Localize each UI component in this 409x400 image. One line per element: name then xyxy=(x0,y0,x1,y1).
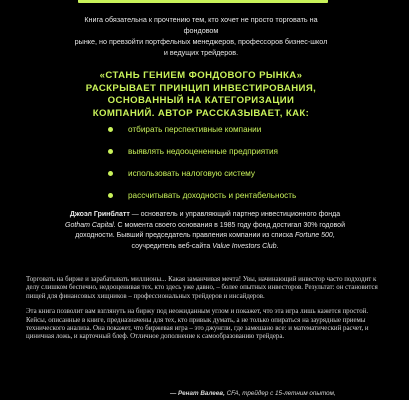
review-paragraph: Торговать на бирже и зарабатывать миллионы... Какая заманчивая мечта! Увы, начинающий инвестор часто подходит к делу слишком беспечно, недооценивая тех, кто здесь уже давно, – более опытных инвесторов. Результат: он становится пищей для финансовых хищников – профессиональных трейдеров и инсайдеров. xyxy=(26,276,378,300)
review-signature xyxy=(170,390,409,397)
headline-line: РАСКРЫВАЕТ ПРИНЦИП ИНВЕСТИРОВАНИЯ, xyxy=(85,82,317,94)
bullet-dot-icon xyxy=(108,171,113,176)
list-item-label: выявлять недооцененные предприятия xyxy=(128,147,278,156)
author-name: Джоэл Гринблатт xyxy=(69,211,130,218)
reviewer-name: — Ренат Валеев, xyxy=(170,390,225,397)
list-item xyxy=(108,190,368,212)
list-item xyxy=(108,168,368,190)
headline-line: ОСНОВАННЫЙ НА КАТЕГОРИЗАЦИИ xyxy=(107,95,295,106)
headline xyxy=(66,70,336,120)
bullet-dot-icon xyxy=(108,149,113,154)
headline-line: «СТАНЬ ГЕНИЕМ ФОНДОВОГО РЫНКА» xyxy=(99,70,303,81)
author-text: . С момента своего основания в 1985 году фонд достигал 30% годовой xyxy=(113,221,345,229)
intro-text xyxy=(66,14,336,58)
author-text: соучредитель веб-сайта xyxy=(131,242,213,250)
benefits-list xyxy=(108,124,368,212)
list-item-label: рассчитывать доходность и рентабельность xyxy=(128,191,297,200)
accent-bar xyxy=(78,0,328,3)
intro-line: Книга обязательна к прочтению тем, кто хочет не просто торговать на фондовом xyxy=(84,15,318,35)
intro-line: рынке, но превзойти портфельных менеджеров, профессоров бизнес-школ xyxy=(74,37,328,46)
list-name: Fortune 500 xyxy=(295,232,333,240)
reviewer-role: CFA, трейдер с 15-летним опытом, xyxy=(224,390,336,397)
review-paragraph: Эта книга позволит вам взглянуть на биржу под неожиданным углом и покажет, что эта игра лишь кажется простой. Кейсы, описанные в книге, предназначены для тех, кто привык думать, а не только опираться на заурядные приемы технического анализа. Она покажет, что биржевая игра – это джунгли, где замешано все: и математический расчет, и циничная ложь, и карточный блеф. Отличное дополнение к самообразованию трейдера. xyxy=(26,308,369,341)
fund-name: Gotham Capital xyxy=(65,221,114,229)
author-text: , xyxy=(332,232,335,240)
list-item xyxy=(108,146,368,168)
list-item-label: использовать налоговую систему xyxy=(128,169,255,178)
author-bio xyxy=(30,210,380,252)
author-text: — основатель и управляющий партнер инвестиционного фонда xyxy=(129,211,341,218)
intro-line: и ведущих трейдеров. xyxy=(163,48,239,57)
review-quote xyxy=(26,276,386,349)
site-name: Value Investors Club xyxy=(212,242,277,250)
headline-line: КОМПАНИЙ. АВТОР РАССКАЗЫВАЕТ, КАК: xyxy=(92,107,310,119)
bullet-dot-icon xyxy=(108,127,113,132)
bullet-dot-icon xyxy=(108,193,113,198)
author-text: . xyxy=(276,242,279,250)
top-strip xyxy=(0,0,409,8)
list-item-label: отбирать перспективные компании xyxy=(128,125,262,134)
author-text: доходности. Бывший председатель правления компании из списка xyxy=(75,232,296,240)
list-item xyxy=(108,124,368,146)
